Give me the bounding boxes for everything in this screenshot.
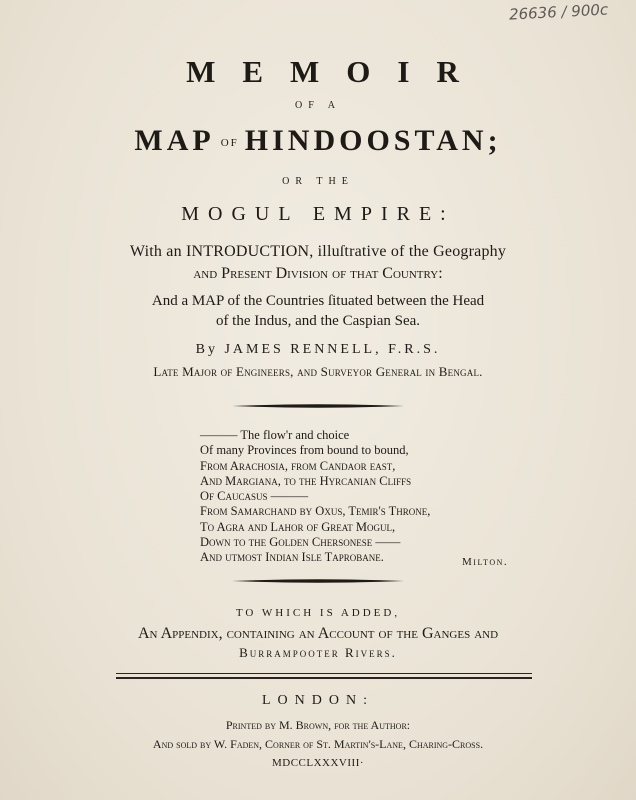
appendix-line-1: An Appendix, containing an Account of the Ganges and (137, 625, 499, 642)
title-of-word: OF (220, 137, 239, 150)
title-map-of-hindoostan (0, 124, 636, 158)
poem-line: To Agra and Lahor of Great Mogul, (200, 519, 396, 534)
title-of-a: OF A (295, 100, 341, 111)
double-rule-top (116, 673, 532, 674)
double-rule-bottom (116, 677, 532, 679)
subtitle-line-3: And a MAP of the Countries ſituated between the Head (151, 293, 485, 309)
appendix-line-2: Burrampooter Rivers. (239, 645, 397, 660)
author-position: Late Major of Engineers, and Surveyor General in Bengal. (153, 364, 483, 379)
ornamental-rule (232, 402, 404, 410)
title-or-the: OR THE (282, 176, 354, 187)
imprint-seller: And ſold by W. Faden, Corner of St. Martin's-Lane, Charing-Croſs. (152, 737, 484, 751)
ornamental-rule (232, 577, 404, 585)
title-map-word: MAP (134, 124, 215, 157)
poem-line: Down to the Golden Chersonese —— (200, 535, 401, 550)
imprint-year: MDCCLXXXVIII· (271, 757, 365, 769)
subtitle-line-2: and Present Division of that Country: (193, 265, 443, 282)
poem-line: From Arachosia, from Candaor eaſt, (200, 458, 396, 473)
poem-line: Of many Provinces from bound to bound, (200, 443, 409, 458)
epigraph-poem (200, 428, 430, 566)
subtitle-line-1: With an INTRODUCTION, illuſtrative of the Geography (129, 243, 507, 260)
appendix-heading: TO WHICH IS ADDED, (235, 607, 401, 619)
title-mogul-empire: MOGUL EMPIRE: (181, 203, 455, 225)
poem-attribution: Milton. (462, 556, 509, 568)
title-memoir: MEMOIR (186, 54, 486, 89)
subtitle-line-4: of the Indus, and the Caspian Sea. (215, 313, 421, 329)
pencil-shelfmark: 26636 / 900c (508, 0, 609, 24)
imprint-printer: Printed by M. Brown, for the Author: (225, 718, 411, 732)
poem-line: ——— The flow'r and choice (200, 428, 350, 442)
author-line: By JAMES RENNELL, F.R.S. (195, 342, 441, 357)
title-hindoostan: HINDOOSTAN; (244, 124, 502, 157)
poem-line: And utmoſt Indian Iſle Taprobane. (200, 550, 384, 565)
imprint-city: LONDON: (262, 693, 374, 708)
poem-line: Of Caucasus ——— (200, 489, 309, 504)
poem-line: And Margiana, to the Hyrcanian Cliffs (200, 473, 412, 488)
poem-line: From Samarchand by Oxus, Temir's Throne, (200, 504, 431, 519)
